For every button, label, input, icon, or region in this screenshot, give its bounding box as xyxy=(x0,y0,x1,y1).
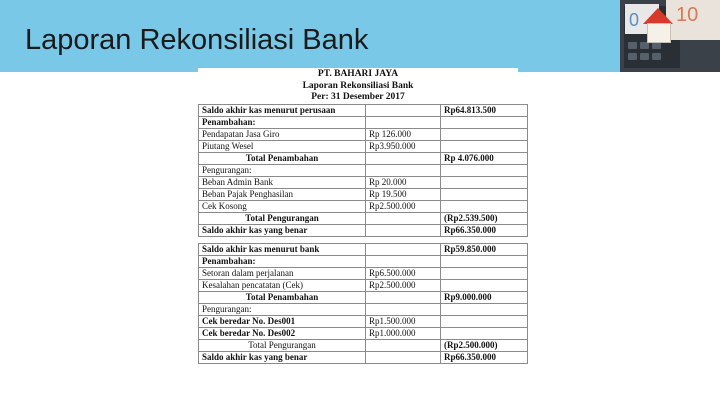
row-label: Saldo akhir kas menurut bank xyxy=(199,243,366,255)
table-row xyxy=(199,315,528,327)
row-detail: Rp6.500.000 xyxy=(366,267,441,279)
row-label: Setoran dalam perjalanan xyxy=(199,267,366,279)
row-amount: Rp 4.076.000 xyxy=(441,152,528,164)
row-amount: Rp9.000.000 xyxy=(441,291,528,303)
report-title: Laporan Rekonsiliasi Bank xyxy=(302,80,414,91)
table-row xyxy=(199,188,528,200)
row-detail xyxy=(366,236,441,243)
reconciliation-document xyxy=(198,68,518,390)
row-amount: Rp66.350.000 xyxy=(441,224,528,236)
row-amount: Rp66.350.000 xyxy=(441,351,528,363)
row-amount xyxy=(441,303,528,315)
row-amount xyxy=(441,188,528,200)
table-row xyxy=(199,200,528,212)
row-detail xyxy=(366,116,441,128)
row-detail xyxy=(366,152,441,164)
row-detail: Rp2.500.000 xyxy=(366,279,441,291)
row-label: Kesalahan pencatatan (Cek) xyxy=(199,279,366,291)
table-row xyxy=(199,243,528,255)
row-amount xyxy=(441,200,528,212)
row-label: Beban Admin Bank xyxy=(199,176,366,188)
table-row xyxy=(199,212,528,224)
row-label: Cek Kosong xyxy=(199,200,366,212)
row-amount xyxy=(441,279,528,291)
row-detail xyxy=(366,224,441,236)
row-label xyxy=(199,236,366,243)
row-amount xyxy=(441,140,528,152)
row-amount xyxy=(441,255,528,267)
row-label: Beban Pajak Penghasilan xyxy=(199,188,366,200)
row-label: Total Penambahan xyxy=(199,291,366,303)
row-detail xyxy=(366,351,441,363)
table-row xyxy=(199,140,528,152)
table-row xyxy=(199,104,528,116)
row-amount: (Rp2.539.500) xyxy=(441,212,528,224)
row-detail xyxy=(366,303,441,315)
row-amount xyxy=(441,176,528,188)
row-label: Saldo akhir kas menurut perusaan xyxy=(199,104,366,116)
house-icon xyxy=(647,23,671,43)
row-label: Pengurangan: xyxy=(199,303,366,315)
row-detail xyxy=(366,339,441,351)
row-label: Penambahan: xyxy=(199,116,366,128)
row-amount xyxy=(441,327,528,339)
row-detail xyxy=(366,255,441,267)
spacer-row xyxy=(199,236,528,243)
table-row xyxy=(199,279,528,291)
row-amount xyxy=(441,236,528,243)
row-detail: Rp3.950.000 xyxy=(366,140,441,152)
row-detail xyxy=(366,104,441,116)
row-detail xyxy=(366,291,441,303)
row-detail xyxy=(366,243,441,255)
row-detail: Rp 19.500 xyxy=(366,188,441,200)
row-detail: Rp1.500.000 xyxy=(366,315,441,327)
table-row xyxy=(199,176,528,188)
table-row xyxy=(199,255,528,267)
row-detail xyxy=(366,212,441,224)
row-amount xyxy=(441,164,528,176)
row-amount xyxy=(441,267,528,279)
table-row xyxy=(199,327,528,339)
table-row xyxy=(199,351,528,363)
title-bar xyxy=(0,0,620,72)
slide-title: Laporan Rekonsiliasi Bank xyxy=(25,24,369,56)
table-row xyxy=(199,128,528,140)
corner-photo xyxy=(620,0,720,72)
row-detail: Rp1.000.000 xyxy=(366,327,441,339)
table-row xyxy=(199,116,528,128)
row-amount: Rp64.813.500 xyxy=(441,104,528,116)
banknote-image: 0 xyxy=(625,4,659,34)
company-name: PT. BAHARI JAYA xyxy=(317,69,399,79)
row-label: Pendapatan Jasa Giro xyxy=(199,128,366,140)
row-detail: Rp 20.000 xyxy=(366,176,441,188)
row-label: Cek beredar No. Des002 xyxy=(199,327,366,339)
table-row xyxy=(199,164,528,176)
table-row xyxy=(199,224,528,236)
banknote-image: 10 xyxy=(666,0,720,40)
row-amount: (Rp2.500.000) xyxy=(441,339,528,351)
reconciliation-table xyxy=(198,104,528,364)
table-row xyxy=(199,303,528,315)
row-label: Saldo akhir kas yang benar xyxy=(199,224,366,236)
row-label: Total Penambahan xyxy=(199,152,366,164)
row-label: Penambahan: xyxy=(199,255,366,267)
table-row xyxy=(199,152,528,164)
row-detail: Rp 126.000 xyxy=(366,128,441,140)
table-row xyxy=(199,267,528,279)
row-amount: Rp59.850.000 xyxy=(441,243,528,255)
row-detail xyxy=(366,164,441,176)
house-roof-icon xyxy=(643,8,673,24)
row-detail: Rp2.500.000 xyxy=(366,200,441,212)
row-label: Pengurangan: xyxy=(199,164,366,176)
row-label: Total Pengurangan xyxy=(199,339,366,351)
row-label: Total Pengurangan xyxy=(199,212,366,224)
row-amount xyxy=(441,315,528,327)
row-amount xyxy=(441,128,528,140)
table-row xyxy=(199,339,528,351)
row-label: Saldo akhir kas yang benar xyxy=(199,351,366,363)
row-amount xyxy=(441,116,528,128)
row-label: Piutang Wesel xyxy=(199,140,366,152)
row-label: Cek beredar No. Des001 xyxy=(199,315,366,327)
table-row xyxy=(199,291,528,303)
report-period: Per: 31 Desember 2017 xyxy=(311,92,405,102)
